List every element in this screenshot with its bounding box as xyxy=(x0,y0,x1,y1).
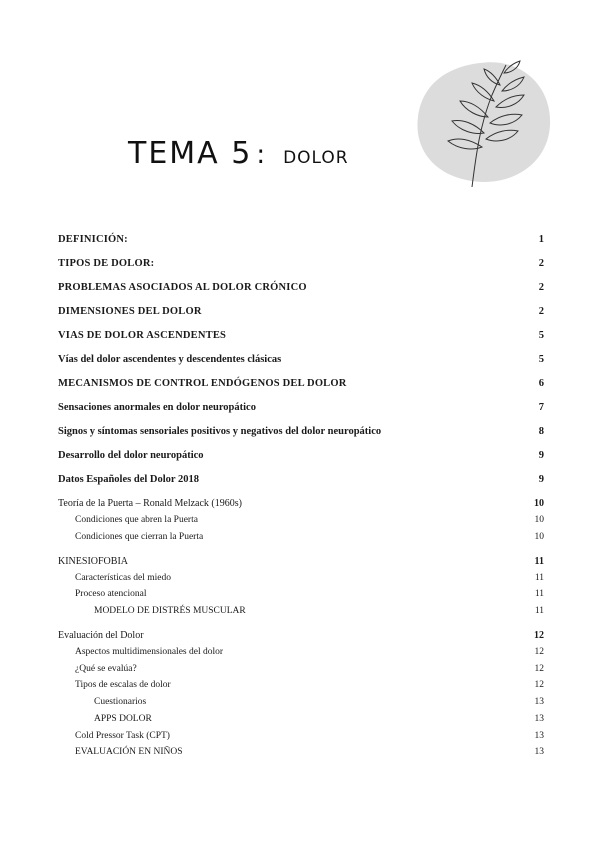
toc-entry-title: MECANISMOS DE CONTROL ENDÓGENOS DEL DOLOR xyxy=(58,378,347,389)
toc-entry[interactable] xyxy=(58,330,544,346)
toc-entry-title: EVALUACIÓN EN NIÑOS xyxy=(75,747,183,757)
toc-entry-title: Características del miedo xyxy=(75,573,172,583)
toc-entry-title: Condiciones que cierran la Puerta xyxy=(75,532,204,542)
toc-entry-title: DEFINICIÓN: xyxy=(58,234,128,245)
toc-entry-page: 11 xyxy=(534,573,544,583)
toc-entry-title: Desarrollo del dolor neuropático xyxy=(58,450,204,461)
toc-entry[interactable] xyxy=(58,647,544,663)
toc-entry[interactable] xyxy=(58,556,544,572)
toc-entry-page: 10 xyxy=(534,498,544,509)
leaf-branch-illustration xyxy=(410,55,560,195)
toc-entry[interactable] xyxy=(58,731,544,747)
toc-entry-page: 11 xyxy=(534,589,544,599)
toc-entry-title: Aspectos multidimensionales del dolor xyxy=(75,647,224,657)
toc-entry-title: Signos y síntomas sensoriales positivos y negativos del dolor neuropático xyxy=(58,426,382,437)
toc-entry-page: 7 xyxy=(538,402,544,413)
toc-entry[interactable] xyxy=(58,234,544,250)
toc-entry-page: 2 xyxy=(538,306,544,317)
toc-entry[interactable] xyxy=(58,680,544,696)
toc-entry-title: PROBLEMAS ASOCIADOS AL DOLOR CRÓNICO xyxy=(58,282,307,293)
toc-entry[interactable] xyxy=(58,378,544,394)
toc-entry-page: 5 xyxy=(538,354,544,365)
toc-entry-title: Proceso atencional xyxy=(75,589,147,599)
toc-entry-title: APPS DOLOR xyxy=(94,714,152,724)
toc-entry-page: 12 xyxy=(534,630,544,641)
toc-entry[interactable] xyxy=(58,664,544,680)
toc-entry[interactable] xyxy=(58,258,544,274)
toc-entry-page: 13 xyxy=(534,731,544,741)
toc-entry[interactable] xyxy=(58,697,544,713)
toc-entry[interactable] xyxy=(58,426,544,442)
toc-entry-title: Sensaciones anormales en dolor neuropático xyxy=(58,402,256,413)
toc-entry[interactable] xyxy=(58,498,544,514)
toc-entry-page: 8 xyxy=(538,426,544,437)
toc-entry[interactable] xyxy=(58,282,544,298)
toc-entry-page: 13 xyxy=(534,747,544,757)
page-title xyxy=(128,136,349,171)
toc-entry-page: 2 xyxy=(538,258,544,269)
toc-entry-title: TIPOS DE DOLOR: xyxy=(58,258,155,269)
toc-entry[interactable] xyxy=(58,532,544,548)
toc-entry[interactable] xyxy=(58,573,544,589)
toc-entry[interactable] xyxy=(58,589,544,605)
toc-entry-title: Tipos de escalas de dolor xyxy=(75,680,171,690)
toc-entry-page: 1 xyxy=(538,234,544,245)
toc-entry-page: 11 xyxy=(534,556,544,567)
title-main: TEMA 5 xyxy=(128,136,253,171)
toc-entry-title: ¿Qué se evalúa? xyxy=(75,664,137,674)
toc-entry-title: Cold Pressor Task (CPT) xyxy=(75,731,170,741)
toc-entry-page: 13 xyxy=(534,697,544,707)
toc-entry[interactable] xyxy=(58,450,544,466)
toc-entry-page: 2 xyxy=(538,282,544,293)
toc-entry-title: Evaluación del Dolor xyxy=(58,630,144,641)
toc-entry-title: Cuestionarios xyxy=(94,697,147,707)
toc-entry-title: Condiciones que abren la Puerta xyxy=(75,515,198,525)
toc-entry-title: MODELO DE DISTRÉS MUSCULAR xyxy=(94,606,246,616)
toc-entry-title: VIAS DE DOLOR ASCENDENTES xyxy=(58,330,227,341)
title-subject: DOLOR xyxy=(283,148,349,168)
toc-entry-page: 6 xyxy=(538,378,544,389)
toc-entry-title: Datos Españoles del Dolor 2018 xyxy=(58,474,199,485)
toc-entry-title: DIMENSIONES DEL DOLOR xyxy=(58,306,202,317)
toc-entry[interactable] xyxy=(58,630,544,646)
toc-entry-page: 11 xyxy=(534,606,544,616)
toc-entry-title: Teoría de la Puerta – Ronald Melzack (1960s) xyxy=(58,498,242,509)
toc-entry-page: 5 xyxy=(538,330,544,341)
toc-entry[interactable] xyxy=(58,606,544,622)
toc-entry-page: 12 xyxy=(534,664,544,674)
toc-entry-page: 9 xyxy=(538,474,544,485)
toc-entry[interactable] xyxy=(58,354,544,370)
toc-entry-page: 10 xyxy=(534,515,544,525)
background-blob xyxy=(417,62,550,182)
title-colon: : xyxy=(256,140,266,170)
toc-entry[interactable] xyxy=(58,402,544,418)
toc-entry-page: 12 xyxy=(534,680,544,690)
toc-entry-page: 13 xyxy=(534,714,544,724)
toc-entry[interactable] xyxy=(58,714,544,730)
toc-entry-title: Vías del dolor ascendentes y descendentes clásicas xyxy=(58,354,282,365)
toc-entry-title: KINESIOFOBIA xyxy=(58,556,128,567)
toc-entry[interactable] xyxy=(58,515,544,531)
toc-entry-page: 12 xyxy=(534,647,544,657)
toc-entry[interactable] xyxy=(58,306,544,322)
toc-entry-page: 10 xyxy=(534,532,544,542)
toc-entry[interactable] xyxy=(58,747,544,763)
toc-entry[interactable] xyxy=(58,474,544,490)
toc-entry-page: 9 xyxy=(538,450,544,461)
